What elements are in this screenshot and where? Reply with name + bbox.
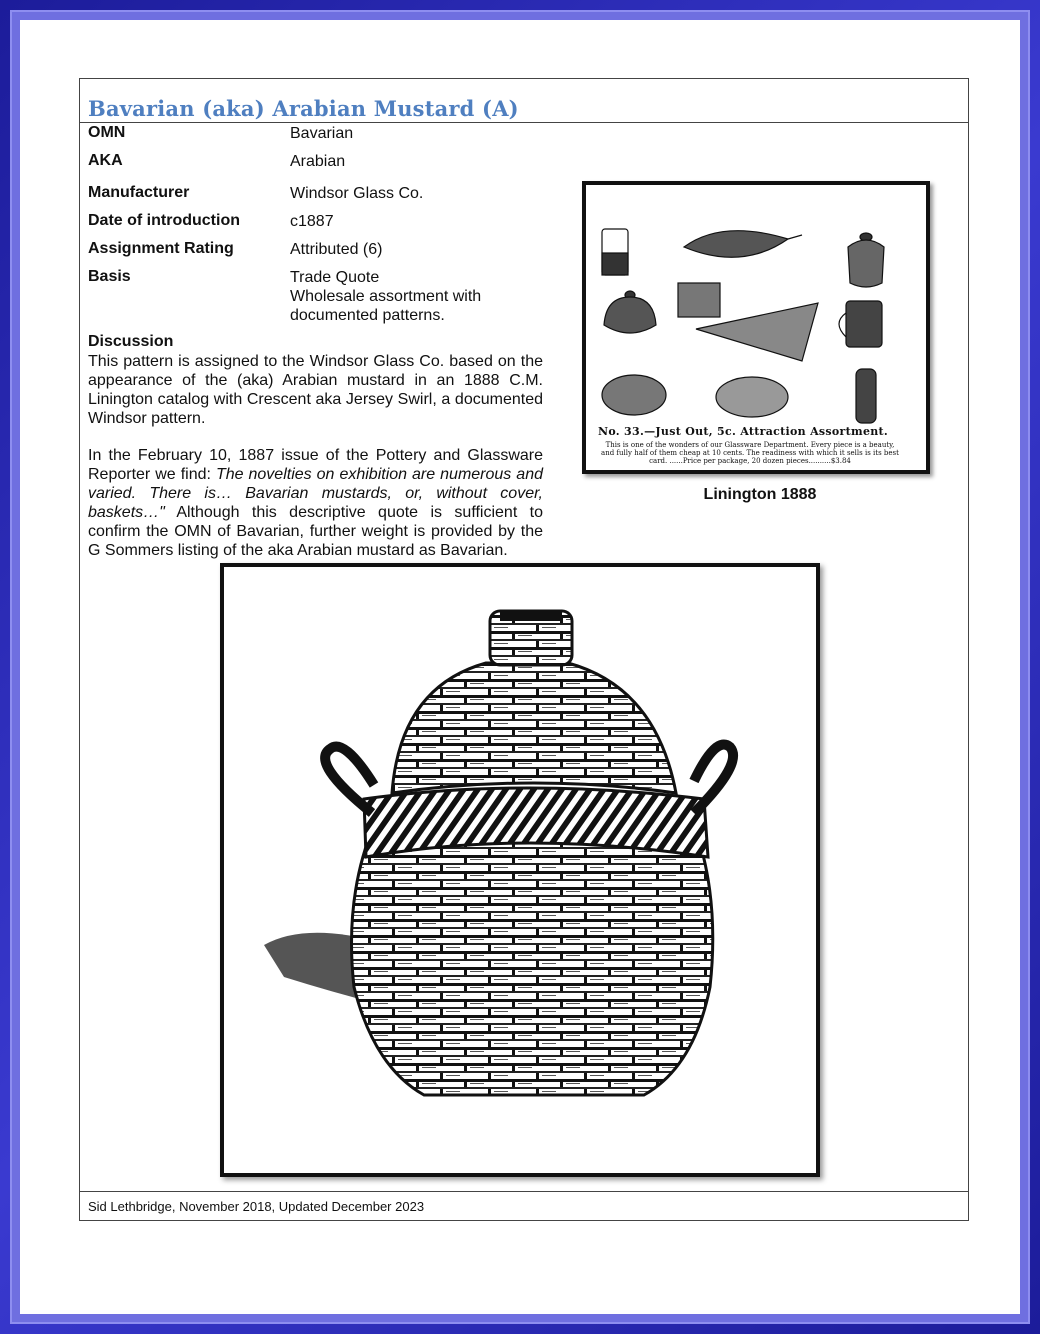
mug-drawing	[846, 301, 882, 347]
box-dish-drawing	[678, 283, 720, 317]
manufacturer-value: Windsor Glass Co.	[290, 185, 424, 202]
discussion-paragraph-2	[88, 446, 543, 560]
bowl-drawing	[602, 375, 666, 415]
footer-credit: Sid Lethbridge, November 2018, Updated December 2023	[88, 1199, 425, 1214]
shaker-drawing	[856, 369, 876, 423]
linington-caption: Linington 1888	[703, 486, 817, 503]
basis-value	[290, 268, 481, 325]
manufacturer-label: Manufacturer	[88, 184, 190, 201]
date-value: c1887	[290, 213, 334, 230]
jar-body	[352, 825, 713, 1095]
mustard-jar-drawing	[224, 567, 816, 1173]
basis-line-2: Wholesale assortment with	[290, 288, 482, 305]
rating-label: Assignment Rating	[88, 240, 234, 257]
glassware-illustrations	[592, 191, 922, 425]
aka-label: AKA	[88, 152, 123, 169]
title-divider	[80, 122, 968, 123]
basis-label: Basis	[88, 268, 131, 285]
left-handle	[325, 747, 374, 813]
rating-value: Attributed (6)	[290, 241, 383, 258]
jar-dome	[392, 663, 676, 793]
date-label: Date of introduction	[88, 212, 240, 229]
basis-line-1: Trade Quote	[290, 269, 380, 286]
omn-label: OMN	[88, 124, 126, 141]
mustard-illustration	[220, 563, 820, 1177]
footer-divider	[80, 1191, 968, 1192]
omn-value: Bavarian	[290, 125, 354, 142]
aka-value: Arabian	[290, 153, 346, 170]
para2-quote: The novelties on exhibition are numerous and varied. There is… Bavarian mustards, or, without cover, baskets…"	[88, 466, 543, 521]
ad-heading: No. 33.—Just Out, 5c. Attraction Assortment.	[598, 425, 889, 438]
leaf-dish-drawing	[684, 231, 788, 258]
page-title: Bavarian (aka) Arabian Mustard (A)	[88, 96, 519, 121]
para2-start: In the February 10, 1887 issue of the Pottery and Glassware Reporter we find:	[88, 447, 543, 483]
para2-end: Although this descriptive quote is sufficient to confirm the OMN of Bavarian, further weight is provided by the G Sommers listing of the aka Arabian mustard as Bavarian.	[88, 504, 543, 559]
discussion-heading: Discussion	[88, 333, 174, 350]
basis-line-3: documented patterns.	[290, 307, 445, 324]
right-handle	[694, 745, 733, 813]
oval-bowl-drawing	[716, 377, 788, 417]
discussion-paragraph-1: This pattern is assigned to the Windsor Glass Co. based on the appearance of the (aka) Arabian mustard in an 1888 C.M. Linington catalog with Crescent aka Jersey Swirl, a documented Windsor pattern.	[88, 353, 543, 427]
linington-ad-image	[582, 181, 930, 474]
ad-body-text: This is one of the wonders of our Glassware Department. Every piece is a beauty, and fully half of them cheap at 10 cents. The readiness with which it sells is its best card. ......Price per package, 20 dozen pieces..........$3.84	[601, 441, 899, 465]
